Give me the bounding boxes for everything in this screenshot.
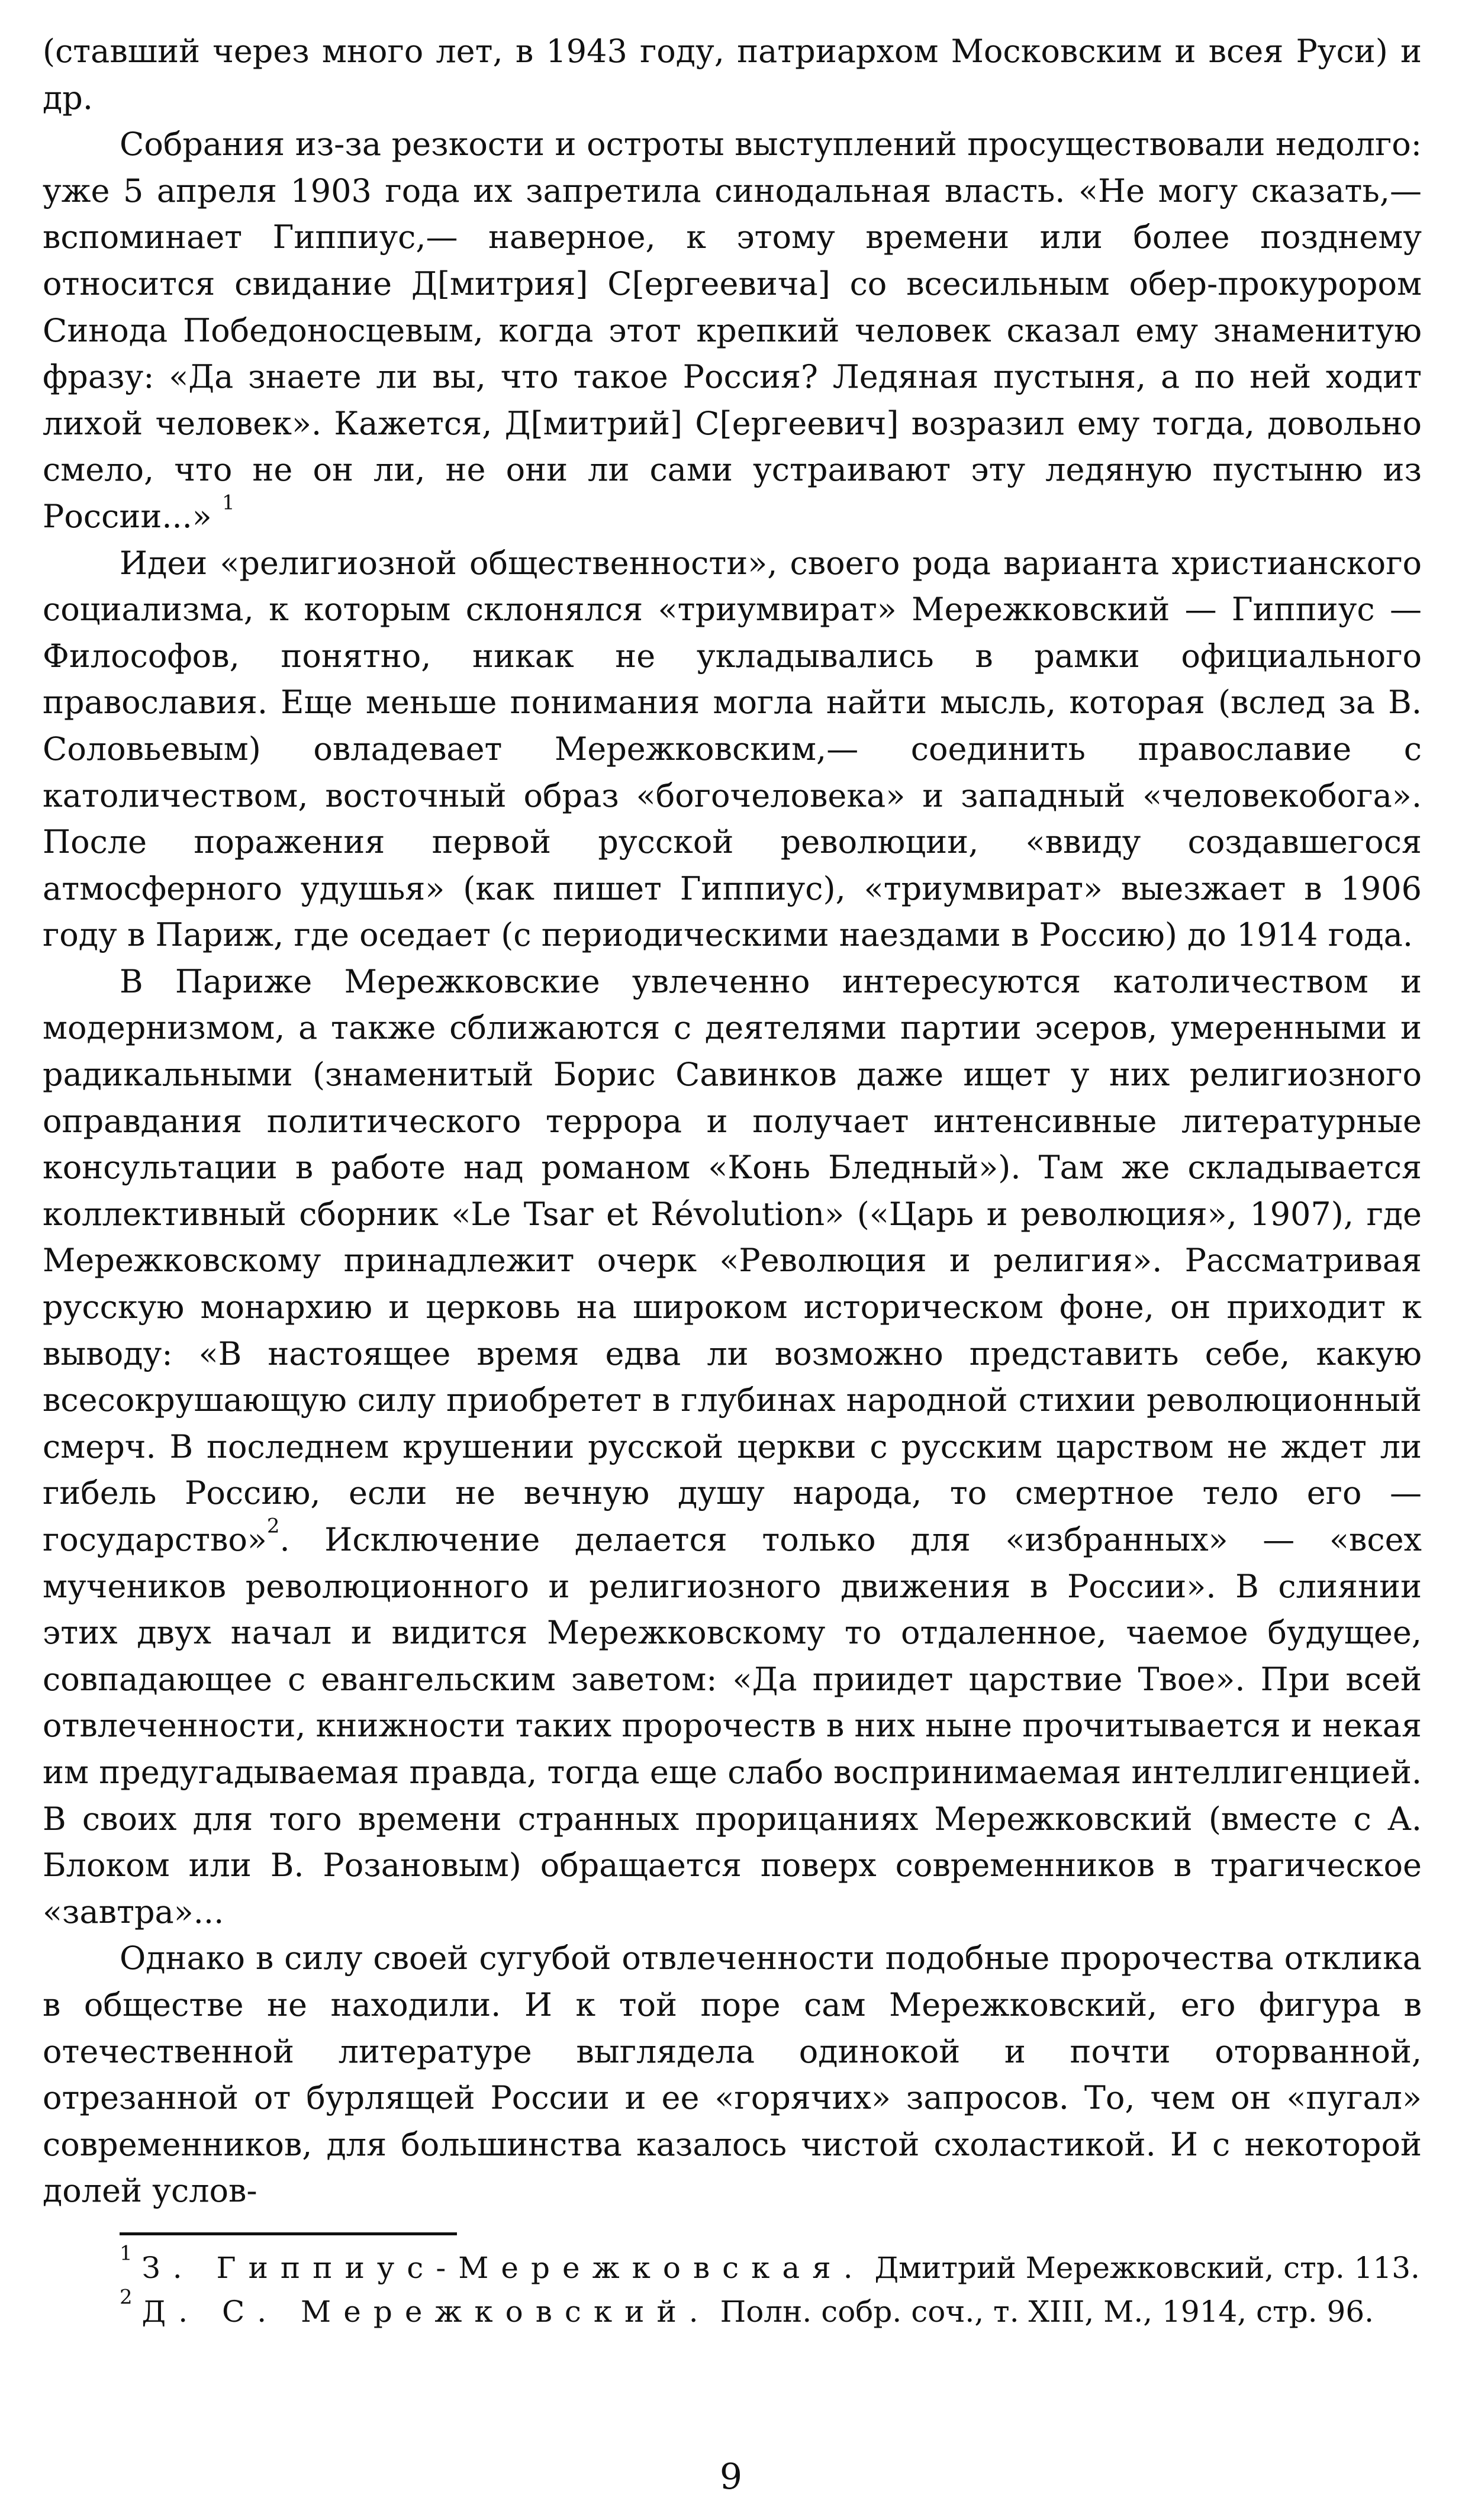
paragraph-2-text: Собрания из-за резкости и остроты выступлений просуществовали недолго: уже 5 апреля 1903 года их запретила синодальная власть. «Не могу сказать,— вспоминает Гиппиус,— наверное, к этому времени или более позднему относится свидание Д[митрия] С[ергеевича] со всесильным обер-прокурором Синода Победоносцевым, когда этот крепкий человек сказал ему знаменитую фразу: «Да знаете ли вы, что такое Россия? Ледяная пустыня, а по ней ходит лихой человек». Кажется, Д[митрий] С[ергеевич] возразил ему тогда, довольно смело, что не он ли, не они ли сами устраивают эту ледяную пустыню из России...» — [43, 125, 1422, 535]
paragraph-4-continuation: . Исключение делается только для «избранных» — «всех мучеников революционного и религиозного движения в России». В слиянии этих двух начал и видится Мережковскому то отдаленное, чаемое будущее, совпадающее с евангельским заветом: «Да приидет царствие Твое». При всей отвлеченности, книжности таких пророчеств в них ныне прочитывается и некая им предугадываемая правда, тогда еще слабо воспринимаемая интеллигенцией. В своих для того времени странных прорицаниях Мережковский (вместе с А. Блоком или В. Розановым) обращается поверх современников в трагическое «завтра»... — [43, 1521, 1422, 1931]
footnote-2-mark: 2 — [120, 2285, 133, 2309]
footnote-reference-1[interactable]: 1 — [222, 491, 235, 515]
footnote-1-text: Дмитрий Мережковский, стр. 113. — [874, 2250, 1420, 2285]
book-page — [43, 28, 1422, 2334]
paragraph-4 — [43, 959, 1422, 1935]
footnote-divider — [120, 2232, 457, 2235]
paragraph-1-text: (ставший через много лет, в 1943 году, патриархом Московским и всея Руси) и др. — [43, 33, 1422, 117]
paragraph-5 — [43, 1935, 1422, 2215]
footnote-1 — [43, 2241, 1422, 2290]
paragraph-4-text: В Париже Мережковские увлеченно интересуются католичеством и модернизмом, а также сближаются с деятелями партии эсеров, умеренными и радикальными (знаменитый Борис Савинков даже ищет у них религиозного оправдания политического террора и получает интенсивные литературные консультации в работе над романом «Конь Бледный»). Там же складывается коллективный сборник «Le Tsar et Révolution» («Царь и революция», 1907), где Мережковскому принадлежит очерк «Революция и религия». Рассматривая русскую монархию и церковь на широком историческом фоне, он приходит к выводу: «В настоящее время едва ли возможно представить себе, какую всесокрушающую силу приобретет в глубинах народной стихии революционный смерч. В последнем крушении русской церкви с русским царством не ждет ли гибель Россию, если не вечную душу народа, то смертное тело его — государство» — [43, 962, 1422, 1558]
footnote-2-author: Д. С. Мережковский. — [141, 2294, 711, 2329]
footnote-2-text: Полн. собр. соч., т. XIII, М., 1914, стр. 96. — [720, 2294, 1374, 2329]
footnote-reference-2[interactable]: 2 — [266, 1514, 280, 1538]
footnote-2 — [43, 2285, 1422, 2334]
footnote-1-mark: 1 — [120, 2241, 133, 2266]
paragraph-5-text: Однако в силу своей сугубой отвлеченности подобные пророчества отклика в обществе не находили. И к той поре сам Мережковский, его фигура в отечественной литературе выглядела одинокой и почти оторванной, отрезанной от бурлящей России и ее «горячих» запросов. То, чем он «пугал» современников, для большинства казалось чистой схоластикой. И с некоторой долей услов- — [43, 1939, 1422, 2210]
footnote-1-author: З. Гиппиус-Мережковская. — [141, 2250, 865, 2285]
paragraph-3-text: Идеи «религиозной общественности», своего рода варианта христианского социализма, к которым склонялся «триумвират» Мережковский — Гиппиус — Философов, понятно, никак не укладывались в рамки официального православия. Еще меньше понимания могла найти мысль, которая (вслед за В. Соловьевым) овладевает Мережковским,— соединить православие с католичеством, восточный образ «богочеловека» и западный «человекобога». После поражения первой русской революции, «ввиду создавшегося атмосферного удушья» (как пишет Гиппиус), «триумвират» выезжает в 1906 году в Париж, где оседает (с периодическими наездами в Россию) до 1914 года. — [43, 544, 1422, 954]
page-number: 9 — [719, 2456, 743, 2498]
footnotes — [43, 2241, 1422, 2334]
paragraph-3 — [43, 540, 1422, 959]
paragraph-2 — [43, 121, 1422, 540]
paragraph-1 — [43, 28, 1422, 121]
